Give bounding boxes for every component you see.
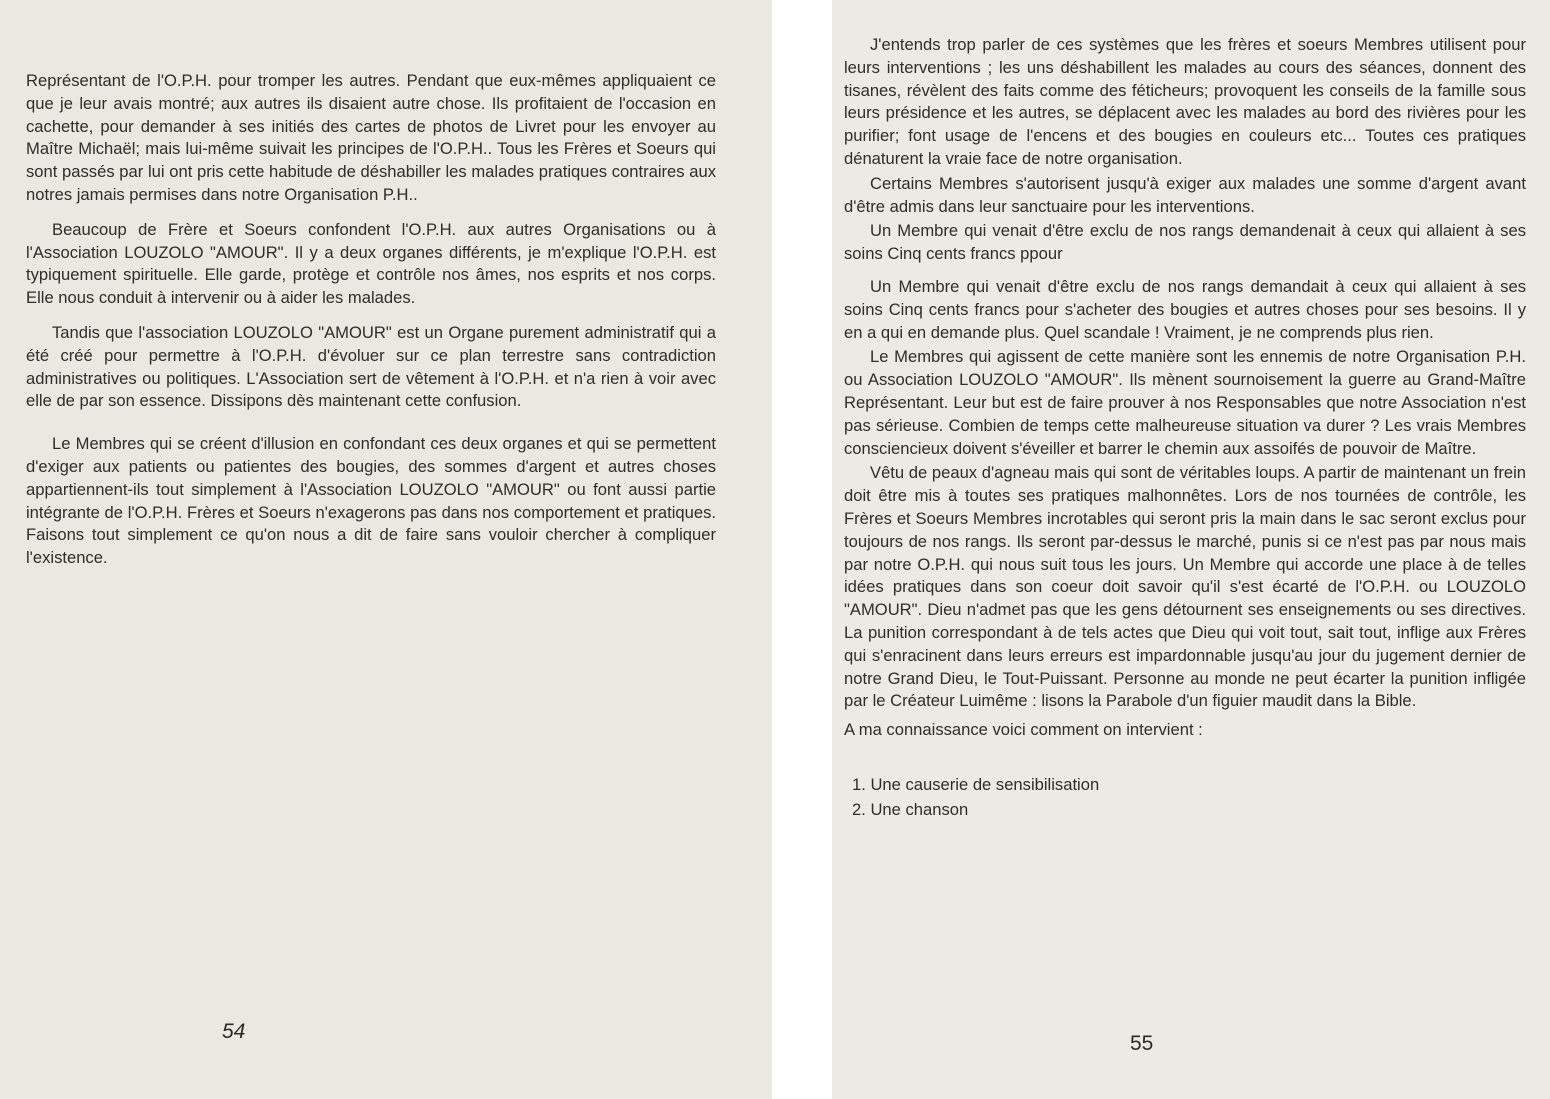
page-number: 54 — [222, 1020, 246, 1043]
paragraph: Le Membres qui agissent de cette manière sont les ennemis de notre Organisation P.H. ou Association LOUZOLO "AMOUR". Ils mènent sournoisement la guerre au Grand-Maître Représentant. Leur but est de faire prouver à nos Responsables que notre Association n'est pas sérieuse. Combien de temps cette malheureuse situation va durer ? Les vrais Membres consciencieux doivent s'éveiller et barrer le chemin aux assoifés de pouvoir de Maître. — [844, 347, 1526, 458]
right-page-text — [844, 34, 1526, 824]
paragraph: Tandis que l'association LOUZOLO "AMOUR" est un Organe purement administratif qui a été créé pour permettre à l'O.P.H. d'évoluer sur ce plan terrestre sans contradiction administratives ou politiques. L'Association sert de vêtement à l'O.P.H. et n'a rien à voir avec elle de par son essence. Dissipons dès maintenant cette confusion. — [26, 322, 716, 411]
paragraph: Le Membres qui se créent d'illusion en confondant ces deux organes et qui se permettent d'exiger aux patients ou patientes des bougies, des sommes d'argent et autres choses appartiennent-ils tout simplement à l'Association LOUZOLO "AMOUR" ou font aussi partie intégrante de l'O.P.H. Frères et Soeurs n'exagerons pas dans nos comportement et pratiques. Faisons tout simplement ce qu'on nous a dit de faire sans vouloir chercher à compliquer l'existence. — [26, 434, 716, 568]
intervention-list — [844, 774, 1526, 822]
page-number: 55 — [1130, 1032, 1154, 1055]
list-item: 2. Une chanson — [852, 799, 969, 819]
paragraph: Certains Membres s'autorisent jusqu'à exiger aux malades une somme d'argent avant d'être admis dans leur sanctuaire pour les interventions. — [844, 173, 1526, 216]
paragraph: Un Membre qui venait d'être exclu de nos rangs demandait à ceux qui allaient à ses soins Cinq cents francs pour s'acheter des bougies et autres choses pour ses besoins. Il y en a qui en demande plus. Quel scandale ! Vraiment, je ne comprends plus rien. — [844, 276, 1526, 342]
left-page — [0, 0, 772, 1099]
list-item: 1. Une causerie de sensibilisation — [852, 774, 1100, 794]
paragraph: Représentant de l'O.P.H. pour tromper les autres. Pendant que eux-mêmes appliquaient ce que je leur avais montré; aux autres ils disaient autre chose. Ils profitaient de l'occasion en cachette, pour demander à ses initiés des cartes de photos de Livret pour les envoyer au Maître Michaël; mais lui-même suivait les principes de l'O.P.H.. Tous les Frères et Soeurs qui sont passés par lui ont pris cette habitude de déshabiller les malades pratiques contraires aux notres jamais permises dans notre Organisation P.H.. — [26, 71, 716, 204]
paragraph: Vêtu de peaux d'agneau mais qui sont de véritables loups. A partir de maintenant un frein doit être mis à toutes ses pratiques malhonnêtes. Lors de nos tournées de contrôle, les Frères et Soeurs Membres incrotables qui seront pris la main dans le sac seront exclus pour toujours de nos rangs. Ils seront par-dessus le marché, punis si ce n'est pas par nous mais par notre O.P.H. qui nous suit tous les jours. Un Membre qui accorde une place à de telles idées pratiques dans son coeur doit savoir qu'il s'est écarté de l'O.P.H. ou LOUZOLO "AMOUR". Dieu n'admet pas que les gens détournent ses enseignements ou ses directives. La punition correspondant à de tels actes que Dieu qui voit tout, sait tout, inflige aux Frères qui s'enracinent dans leurs erreurs est impardonnable jusqu'au jour du jugement dernier de notre Grand Dieu, le Tout-Puissant. Personne au monde ne peut écarter la punition infligée par le Créateur Luimême : lisons la Parabole d'un figuier maudit dans la Bible. — [844, 463, 1526, 711]
page-gutter — [772, 0, 832, 1099]
paragraph: J'entends trop parler de ces systèmes que les frères et soeurs Membres utilisent pour leurs interventions ; les uns déshabillent les malades au cours des séances, donnent des tisanes, révèlent des faits comme des féticheurs; provoquent les conseils de la famille sous leurs présidence et les autres, se déplacent avec les malades au bord des rivières pour les purifier; font usage de l'encens et des bougies en couleurs etc... Toutes ces pratiques dénaturent la vraie face de notre organisation. — [844, 35, 1526, 168]
paragraph: Un Membre qui venait d'être exclu de nos rangs demandenait à ceux qui allaient à ses soins Cinq cents francs ppour — [844, 221, 1526, 264]
list-intro: A ma connaissance voici comment on intervient : — [844, 720, 1203, 740]
right-page — [832, 0, 1550, 1099]
paragraph: Beaucoup de Frère et Soeurs confondent l'O.P.H. aux autres Organisations ou à l'Association LOUZOLO "AMOUR". Il y a deux organes différents, je m'explique l'O.P.H. est typiquement spirituelle. Elle garde, protège et contrôle nos âmes, nos esprits et nos corps. Elle nous conduit à intervenir ou à aider les malades. — [26, 219, 716, 308]
left-page-text — [26, 70, 716, 582]
